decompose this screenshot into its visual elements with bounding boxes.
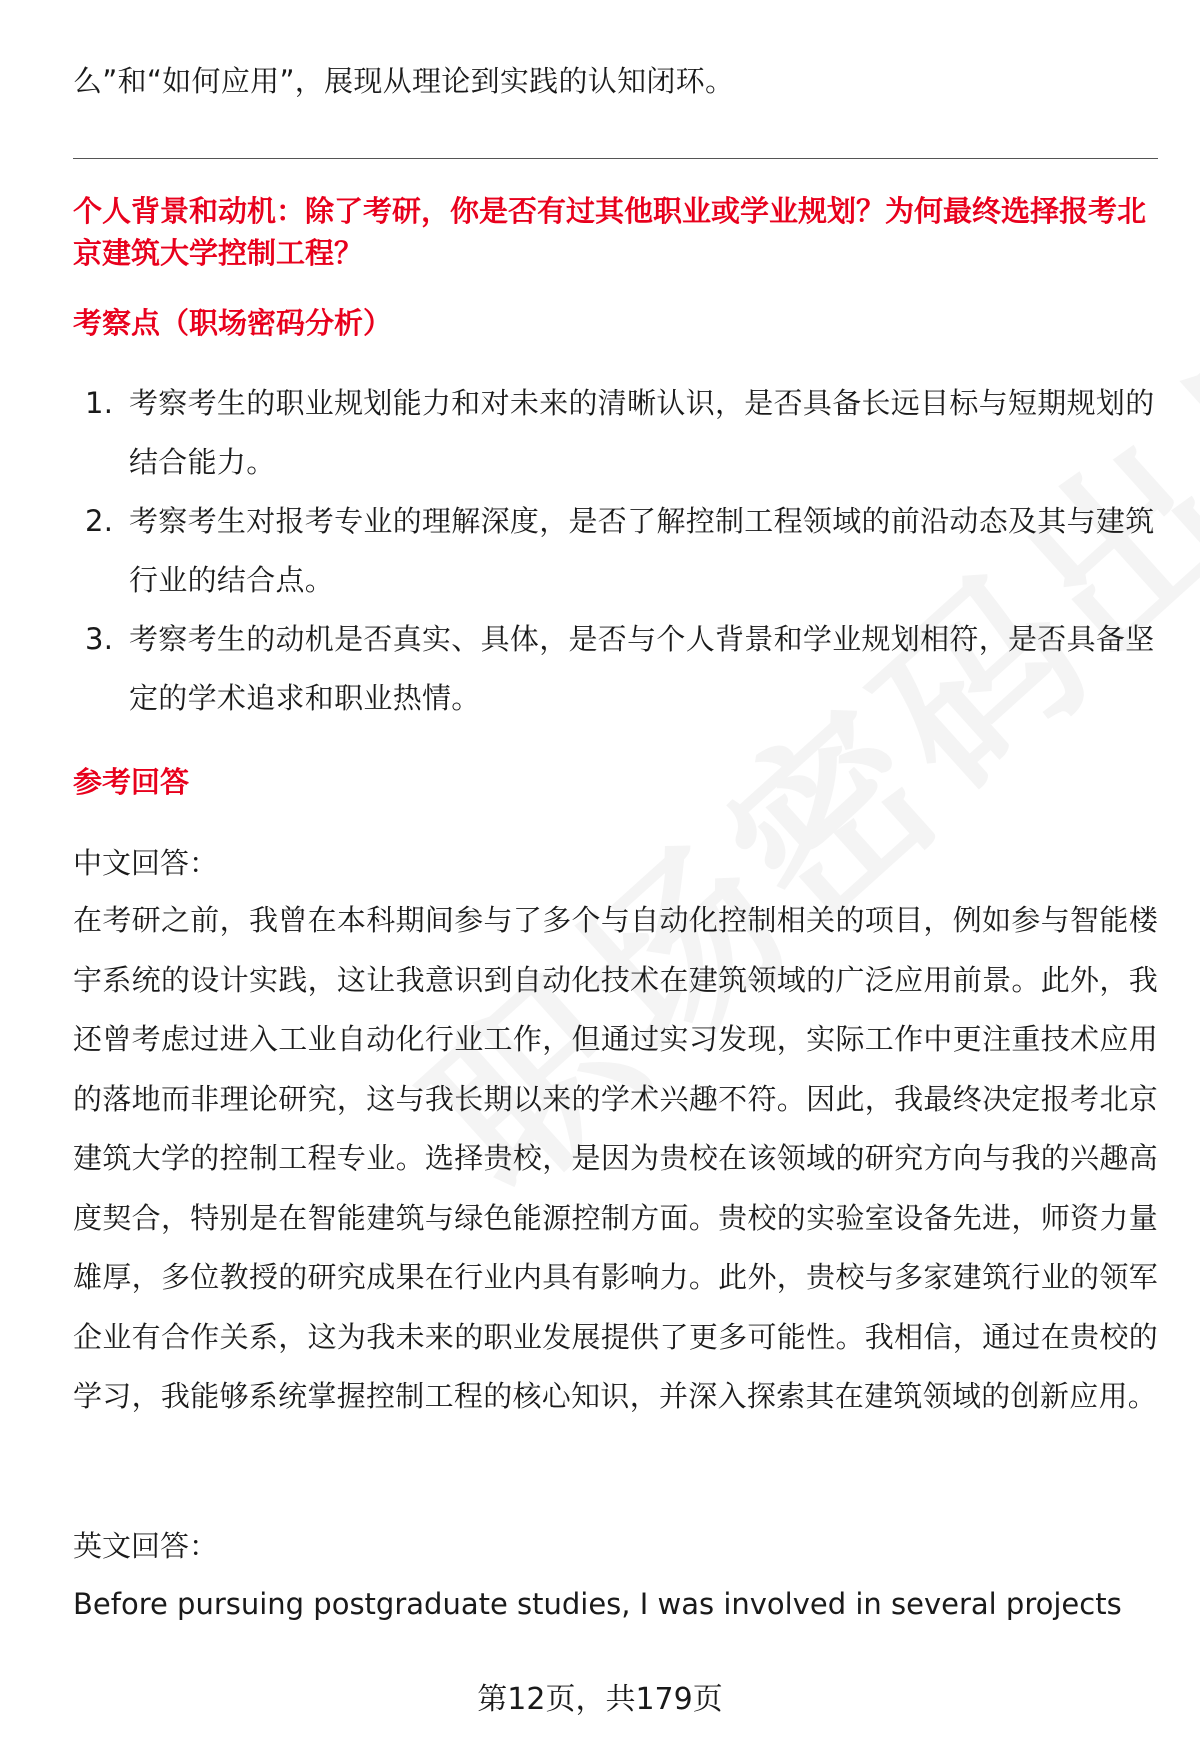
section-divider [73,158,1158,159]
list-item-number: 1. [85,386,114,420]
list-item-number: 2. [85,504,114,538]
reference-answer-heading: 参考回答 [73,765,190,799]
list-item-text: 考察考生的动机是否真实、具体，是否与个人背景和学业规划相符，是否具备坚定的学术追求和职业热情。 [129,622,1155,715]
list-item-text: 考察考生的职业规划能力和对未来的清晰认识，是否具备长远目标与短期规划的结合能力。 [129,386,1155,479]
english-answer-label: 英文回答： [73,1529,219,1563]
english-answer-body: Before pursuing postgraduate studies, I was involved in several projects [73,1587,1122,1621]
assessment-points-heading: 考察点（职场密码分析） [73,306,393,340]
list-item-number: 3. [85,622,114,656]
previous-answer-continuation: 么”和“如何应用”，展现从理论到实践的认知闭环。 [73,64,735,98]
list-item [73,610,1158,728]
page-number-footer: 第12页，共179页 [477,1682,723,1717]
interview-question: 个人背景和动机：除了考研，你是否有过其他职业或学业规划？为何最终选择报考北京建筑大学控制工程？ [73,194,1147,270]
list-item [73,492,1158,610]
list-item-text: 考察考生对报考专业的理解深度，是否了解控制工程领域的前沿动态及其与建筑行业的结合点。 [129,504,1155,597]
assessment-points-list [73,374,1158,728]
chinese-answer-label: 中文回答： [73,846,219,880]
list-item [73,374,1158,492]
chinese-answer-body: 在考研之前，我曾在本科期间参与了多个与自动化控制相关的项目，例如参与智能楼宇系统的设计实践，这让我意识到自动化技术在建筑领域的广泛应用前景。此外，我还曾考虑过进入工业自动化行业工作，但通过实习发现，实际工作中更注重技术应用的落地而非理论研究，这与我长期以来的学术兴趣不符。因此，我最终决定报考北京建筑大学的控制工程专业。选择贵校，是因为贵校在该领域的研究方向与我的兴趣高度契合，特别是在智能建筑与绿色能源控制方面。贵校的实验室设备先进，师资力量雄厚，多位教授的研究成果在行业内具有影响力。此外，贵校与多家建筑行业的领军企业有合作关系，这为我未来的职业发展提供了更多可能性。我相信，通过在贵校的学习，我能够系统掌握控制工程的核心知识，并深入探索其在建筑领域的创新应用。 [73,903,1158,1413]
